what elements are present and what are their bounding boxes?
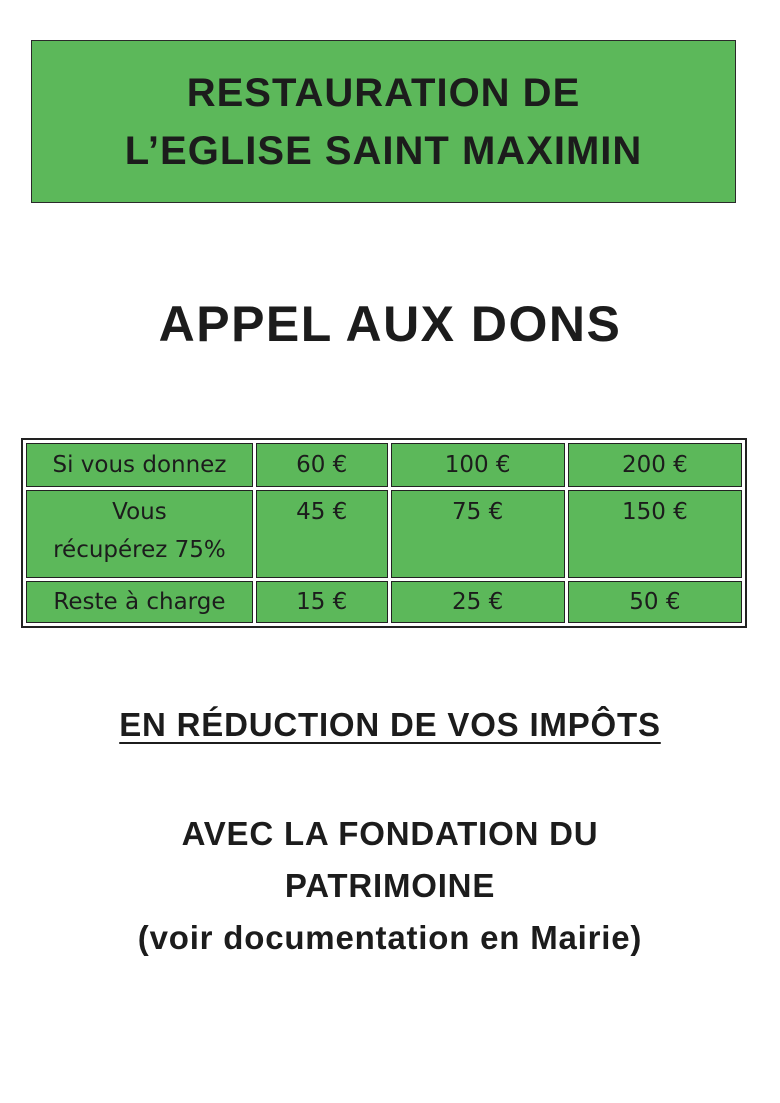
table-row-remaining bbox=[26, 581, 742, 623]
foundation-line-2: PATRIMOINE bbox=[284, 867, 496, 904]
cell-donation-60: 60 € bbox=[256, 443, 388, 487]
cell-remaining-50: 50 € bbox=[568, 581, 742, 623]
cell-remaining-25: 25 € bbox=[391, 581, 565, 623]
table-row-recovery bbox=[26, 490, 742, 578]
cell-donation-200: 200 € bbox=[568, 443, 742, 487]
cell-remaining-15: 15 € bbox=[256, 581, 388, 623]
title-banner bbox=[31, 40, 736, 203]
cell-donation-100: 100 € bbox=[391, 443, 565, 487]
row-label-recovery-line2: récupérez 75% bbox=[53, 537, 226, 563]
row-label-remaining: Reste à charge bbox=[26, 581, 253, 623]
row-label-donation: Si vous donnez bbox=[26, 443, 253, 487]
table-row-donation bbox=[26, 443, 742, 487]
cell-recovery-150: 150 € bbox=[568, 490, 742, 578]
row-label-recovery-line1: Vous bbox=[112, 499, 167, 525]
cell-recovery-75: 75 € bbox=[391, 490, 565, 578]
foundation-line-1: AVEC LA FONDATION DU bbox=[181, 815, 599, 852]
row-label-recovery bbox=[26, 490, 253, 578]
foundation-line-3: (voir documentation en Mairie) bbox=[137, 919, 643, 956]
donation-table bbox=[21, 438, 747, 628]
foundation-block bbox=[0, 808, 780, 964]
title-line-1: RESTAURATION DE bbox=[186, 70, 581, 115]
title-line-2: L’EGLISE SAINT MAXIMIN bbox=[124, 128, 643, 173]
tax-reduction-text: EN RÉDUCTION DE VOS IMPÔTS bbox=[119, 706, 661, 743]
cell-recovery-45: 45 € bbox=[256, 490, 388, 578]
appeal-heading: APPEL AUX DONS bbox=[158, 296, 622, 352]
tax-reduction-heading bbox=[0, 706, 780, 744]
